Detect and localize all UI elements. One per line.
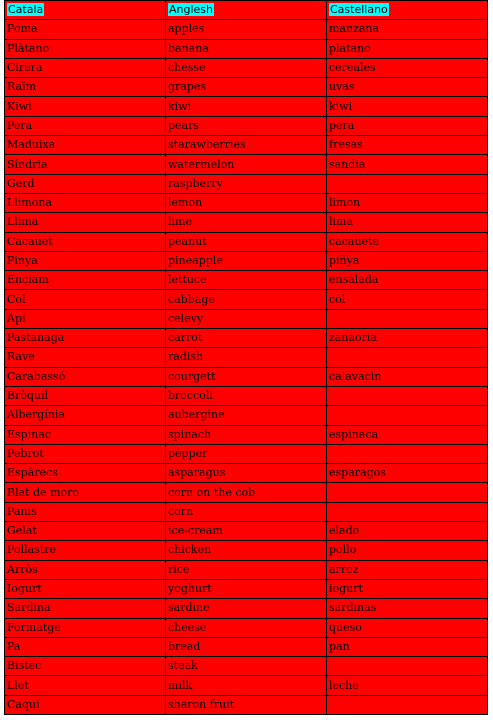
cell-anglesh: rice — [166, 560, 327, 579]
cell-castellano: ensalada — [327, 271, 488, 290]
table-row — [5, 502, 488, 521]
cell-castellano: sandia — [327, 155, 488, 174]
table-row — [5, 290, 488, 309]
cell-anglesh: broccoli — [166, 386, 327, 405]
header-cell — [327, 1, 488, 20]
cell-anglesh: kiwi — [166, 97, 327, 116]
cell-anglesh: aubergine — [166, 406, 327, 425]
table-row — [5, 560, 488, 579]
table-row — [5, 136, 488, 155]
cell-anglesh: pears — [166, 116, 327, 135]
cell-castellano — [327, 386, 488, 405]
table-row — [5, 444, 488, 463]
cell-castellano: leche — [327, 676, 488, 695]
table-row — [5, 39, 488, 58]
table-row — [5, 676, 488, 695]
cell-anglesh: lettuce — [166, 271, 327, 290]
cell-catala: Pebrot — [5, 444, 166, 463]
cell-anglesh: starawberries — [166, 136, 327, 155]
cell-catala: Blat de moro — [5, 483, 166, 502]
cell-castellano: platano — [327, 39, 488, 58]
cell-castellano: pollo — [327, 541, 488, 560]
cell-catala: Maduixa — [5, 136, 166, 155]
table-row — [5, 329, 488, 348]
cell-catala: Iogurt — [5, 579, 166, 598]
cell-catala: Carabassó — [5, 367, 166, 386]
header-cell — [5, 1, 166, 20]
table-row — [5, 309, 488, 328]
header-castellano: Castellano — [330, 3, 388, 17]
table-row — [5, 464, 488, 483]
cell-castellano — [327, 348, 488, 367]
cell-anglesh: watermelon — [166, 155, 327, 174]
cell-castellano — [327, 444, 488, 463]
table-row — [5, 193, 488, 212]
cell-catala: Gelat — [5, 522, 166, 541]
cell-anglesh: banana — [166, 39, 327, 58]
cell-anglesh: lemon — [166, 193, 327, 212]
cell-castellano: uvas — [327, 78, 488, 97]
table-row — [5, 174, 488, 193]
cell-castellano — [327, 174, 488, 193]
table-row — [5, 579, 488, 598]
cell-anglesh: carrot — [166, 329, 327, 348]
cell-catala: Raïm — [5, 78, 166, 97]
cell-castellano — [327, 406, 488, 425]
cell-anglesh: corn on the cob — [166, 483, 327, 502]
cell-castellano: manzana — [327, 20, 488, 39]
cell-anglesh: milk — [166, 676, 327, 695]
cell-catala: Pinya — [5, 251, 166, 270]
cell-castellano — [327, 309, 488, 328]
cell-anglesh: pepper — [166, 444, 327, 463]
cell-castellano: col — [327, 290, 488, 309]
cell-castellano: elado — [327, 522, 488, 541]
cell-castellano — [327, 657, 488, 676]
cell-catala: Gerd — [5, 174, 166, 193]
cell-castellano — [327, 483, 488, 502]
table-row — [5, 97, 488, 116]
cell-castellano: kiwi — [327, 97, 488, 116]
cell-castellano: cacauete — [327, 232, 488, 251]
cell-castellano: limon — [327, 193, 488, 212]
table-row — [5, 695, 488, 714]
cell-anglesh: lime — [166, 213, 327, 232]
cell-anglesh: peanut — [166, 232, 327, 251]
cell-castellano: piñya — [327, 251, 488, 270]
table-row — [5, 386, 488, 405]
table-row — [5, 251, 488, 270]
cell-anglesh: chicken — [166, 541, 327, 560]
cell-catala: Pastanaga — [5, 329, 166, 348]
header-anglesh: Anglesh — [169, 3, 214, 17]
table-row — [5, 483, 488, 502]
cell-anglesh: cabbage — [166, 290, 327, 309]
table-row — [5, 58, 488, 77]
table-row — [5, 657, 488, 676]
cell-catala: Kiwi — [5, 97, 166, 116]
vocabulary-table — [4, 0, 488, 715]
cell-castellano: espinaca — [327, 425, 488, 444]
table-row — [5, 637, 488, 656]
cell-anglesh: raspberry — [166, 174, 327, 193]
cell-catala: Api — [5, 309, 166, 328]
cell-anglesh: ice-cream — [166, 522, 327, 541]
table-row — [5, 367, 488, 386]
cell-anglesh: courgett — [166, 367, 327, 386]
table-row — [5, 20, 488, 39]
cell-catala: Cirera — [5, 58, 166, 77]
cell-anglesh: sardine — [166, 599, 327, 618]
cell-catala: Bistec — [5, 657, 166, 676]
cell-anglesh: spinach — [166, 425, 327, 444]
table-row — [5, 522, 488, 541]
cell-castellano: lima — [327, 213, 488, 232]
table-row — [5, 232, 488, 251]
cell-castellano — [327, 502, 488, 521]
cell-catala: Pera — [5, 116, 166, 135]
cell-anglesh: pineapple — [166, 251, 327, 270]
cell-castellano: sardinas — [327, 599, 488, 618]
cell-catala: Enciam — [5, 271, 166, 290]
table-row — [5, 541, 488, 560]
cell-catala: Sardina — [5, 599, 166, 618]
cell-anglesh: steak — [166, 657, 327, 676]
cell-castellano: iogurt — [327, 579, 488, 598]
table-body — [5, 20, 488, 715]
table-row — [5, 155, 488, 174]
cell-castellano: fresas — [327, 136, 488, 155]
table-row — [5, 116, 488, 135]
cell-anglesh: corn — [166, 502, 327, 521]
header-catala: Catala — [8, 3, 44, 17]
cell-castellano: calavacin — [327, 367, 488, 386]
cell-castellano — [327, 695, 488, 714]
cell-catala: Espinac — [5, 425, 166, 444]
cell-catala: Albergínia — [5, 406, 166, 425]
cell-catala: Cacauet — [5, 232, 166, 251]
table-row — [5, 348, 488, 367]
cell-anglesh: bread — [166, 637, 327, 656]
cell-catala: Llet — [5, 676, 166, 695]
cell-catala: Poma — [5, 20, 166, 39]
cell-castellano: esparagos — [327, 464, 488, 483]
cell-catala: Espàrecs — [5, 464, 166, 483]
cell-castellano: pera — [327, 116, 488, 135]
cell-catala: Col — [5, 290, 166, 309]
cell-castellano: pan — [327, 637, 488, 656]
cell-anglesh: apples — [166, 20, 327, 39]
table-row — [5, 271, 488, 290]
cell-anglesh: asparagus — [166, 464, 327, 483]
table-row — [5, 213, 488, 232]
cell-catala: Formatge — [5, 618, 166, 637]
cell-catala: Síndria — [5, 155, 166, 174]
table-row — [5, 599, 488, 618]
cell-catala: Arròs — [5, 560, 166, 579]
cell-castellano: cereales — [327, 58, 488, 77]
table-row — [5, 78, 488, 97]
cell-castellano: arroz — [327, 560, 488, 579]
cell-catala: Panis — [5, 502, 166, 521]
cell-catala: Pa — [5, 637, 166, 656]
cell-catala: Bròquil — [5, 386, 166, 405]
cell-catala: Pollastre — [5, 541, 166, 560]
cell-catala: Plàtano — [5, 39, 166, 58]
table-row — [5, 618, 488, 637]
cell-anglesh: celevy — [166, 309, 327, 328]
header-cell — [166, 1, 327, 20]
cell-anglesh: cheese — [166, 618, 327, 637]
cell-catala: Llima — [5, 213, 166, 232]
header-row — [5, 1, 488, 20]
cell-catala: Rave — [5, 348, 166, 367]
cell-castellano: zanaoria — [327, 329, 488, 348]
table-row — [5, 406, 488, 425]
cell-catala: Llimona — [5, 193, 166, 212]
cell-catala: Caqui — [5, 695, 166, 714]
cell-anglesh: yoghurt — [166, 579, 327, 598]
cell-anglesh: chesse — [166, 58, 327, 77]
cell-anglesh: grapes — [166, 78, 327, 97]
cell-castellano: queso — [327, 618, 488, 637]
table-row — [5, 425, 488, 444]
cell-anglesh: radish — [166, 348, 327, 367]
cell-anglesh: sharon fruit — [166, 695, 327, 714]
